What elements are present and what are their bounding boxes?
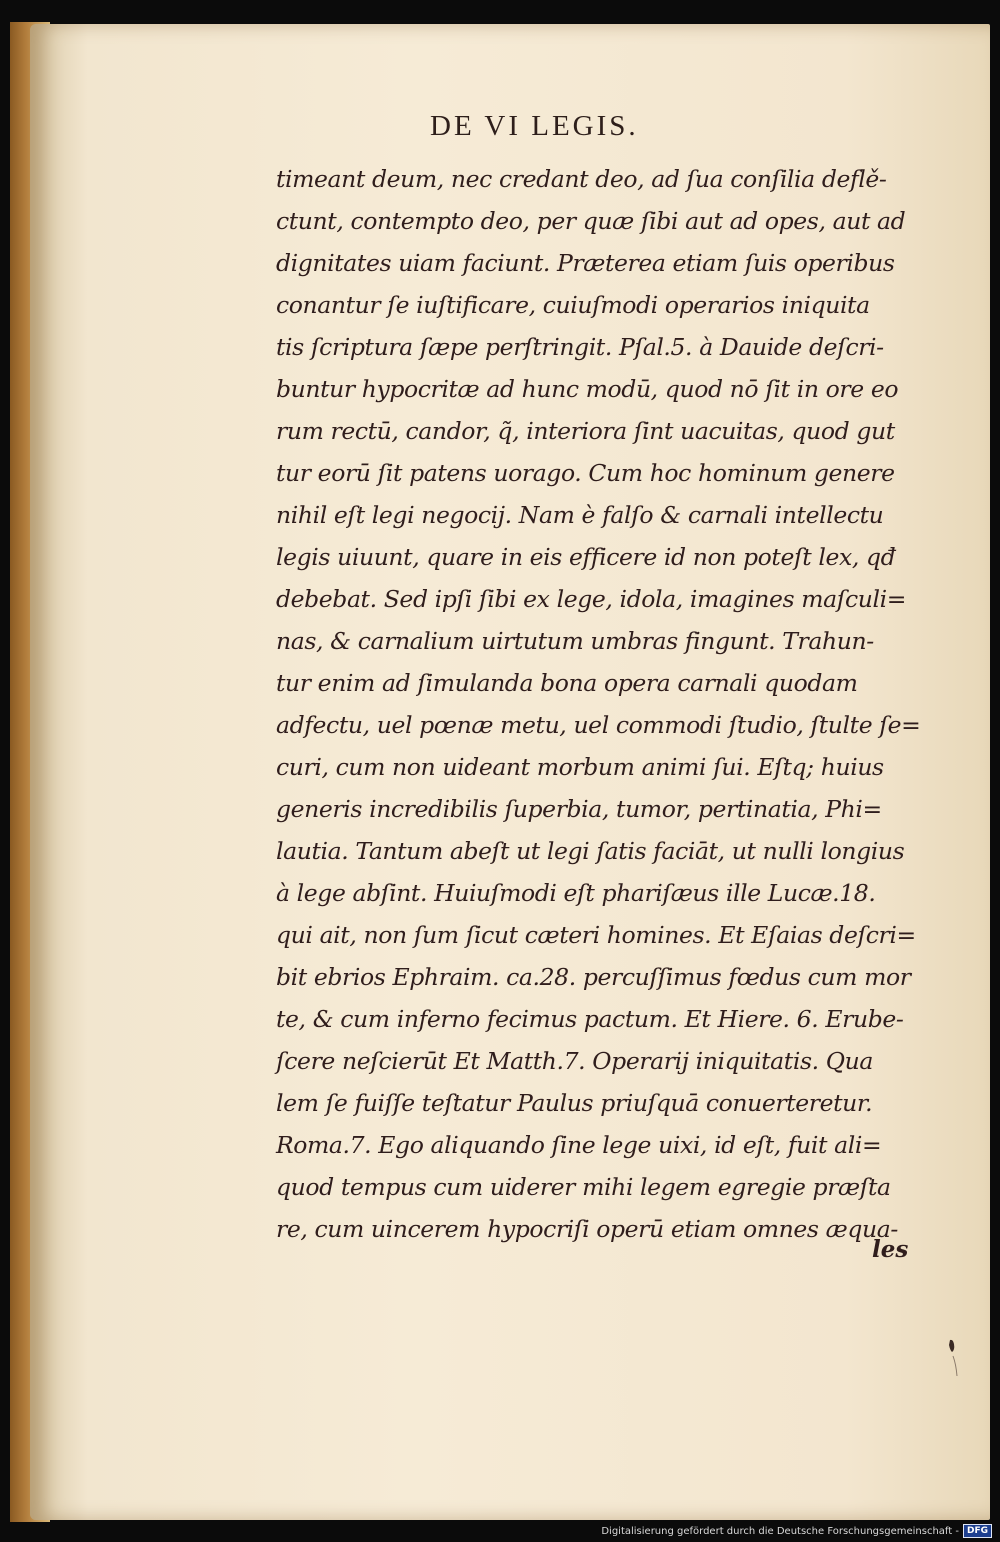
text-line: legis uiuunt, quare in eis efficere id non poteſt lex, qđ [276,543,896,571]
text-line: tis ſcriptura ſæpe perſtringit. Pſal.5. à Dauide deſcri- [276,333,884,361]
text-line: lem ſe fuiſſe teſtatur Paulus priuſquā conuerteretur. [276,1089,873,1117]
text-line: bit ebrios Ephraim. ca.28. percuſſimus fœdus cum mor [276,963,911,991]
catchword: les [872,1236,909,1263]
dfg-logo: DFG [963,1524,992,1538]
text-line: buntur hypocritæ ad hunc modū, quod nō ſit in ore eo [276,375,899,403]
text-line: Roma.7. Ego aliquando ſine lege uixi, id eſt, fuit ali= [276,1131,882,1159]
text-line: rum rectū, candor, q̃, interiora ſint uacuitas, quod gut [276,417,895,445]
text-line: quod tempus cum uiderer mihi legem egregie præſta [276,1173,891,1201]
text-line: timeant deum, nec credant deo, ad ſua conſilia deflě- [276,165,887,193]
text-line: nihil eſt legi negocij. Nam è falſo & carnali intellectu [276,501,884,529]
text-line: qui ait, non ſum ſicut cæteri homines. Et Eſaias deſcri= [276,921,916,949]
text-line: nas, & carnalium uirtutum umbras fingunt. Trahun- [276,627,874,655]
text-line: curi, cum non uideant morbum animi ſui. Eſtq; huius [276,753,884,781]
text-line: ſcere neſcierūt Et Matth.7. Operarij iniquitatis. Qua [276,1047,873,1075]
body-text [276,158,936,1250]
text-line: adfectu, uel pœnæ metu, uel commodi ſtudio, ſtulte ſe= [276,711,921,739]
text-line: tur eorū ſit patens uorago. Cum hoc hominum genere [276,459,895,487]
text-line: conantur ſe iuſtificare, cuiuſmodi operarios iniquita [276,291,870,319]
text-line: dignitates uiam faciunt. Præterea etiam ſuis operibus [276,249,895,277]
running-title: DE VI LEGIS. [430,110,639,142]
text-line: re, cum uincerem hypocriſi operū etiam omnes æqua- [276,1215,898,1243]
digitization-footer [601,1520,992,1542]
text-line: lautia. Tantum abeſt ut legi ſatis faciāt, ut nulli longius [276,837,905,865]
text-line: ctunt, contempto deo, per quæ ſibi aut ad opes, aut ad [276,207,906,235]
text-line: tur enim ad ſimulanda bona opera carnali quodam [276,669,858,697]
text-line: generis incredibilis ſuperbia, tumor, pertinatia, Phi= [276,795,882,823]
footer-credit: Digitalisierung gefördert durch die Deutsche Forschungsgemeinschaft - [601,1525,959,1537]
text-line: debebat. Sed ipſi ſibi ex lege, idola, imagines maſculi= [276,585,907,613]
text-line: te, & cum inferno fecimus pactum. Et Hiere. 6. Erube- [276,1005,904,1033]
ink-blot [946,1338,958,1378]
text-line: à lege abſint. Huiuſmodi eſt phariſæus ille Lucæ.18. [276,879,876,907]
